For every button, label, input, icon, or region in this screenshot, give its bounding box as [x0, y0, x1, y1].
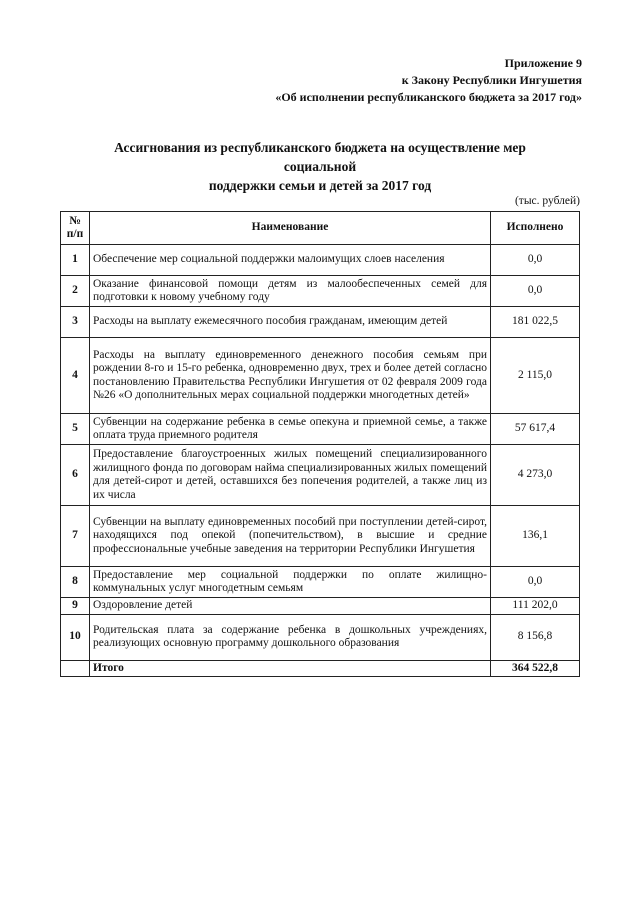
row-name: Предоставление мер социальной поддержки по оплате жилищно-коммунальных услуг многодетным семьям	[90, 567, 491, 598]
row-value: 136,1	[491, 506, 580, 567]
row-name: Субвенции на содержание ребенка в семье опекуна и приемной семье, а также оплата труда приемного родителя	[90, 414, 491, 445]
row-num: 10	[61, 614, 90, 660]
row-num: 2	[61, 276, 90, 307]
table-row	[61, 614, 580, 660]
appendix-law-title: «Об исполнении республиканского бюджета за 2017 год»	[275, 90, 582, 104]
table-row	[61, 598, 580, 615]
table-row	[61, 506, 580, 567]
row-num: 1	[61, 245, 90, 276]
row-value: 111 202,0	[491, 598, 580, 615]
row-num: 5	[61, 414, 90, 445]
unit-label: (тыс. рублей)	[514, 195, 580, 207]
row-num: 6	[61, 445, 90, 506]
table-row	[61, 307, 580, 338]
title-line-2: поддержки семьи и детей за 2017 год	[208, 178, 432, 193]
total-value: 364 522,8	[491, 660, 580, 677]
row-name: Предоставление благоустроенных жилых помещений специализированного жилищного фонда по договорам найма специализированных жилых помещений для детей-сирот и детей, оставшихся без попечения родителей, а также лиц из их числа	[90, 445, 491, 506]
row-num: 7	[61, 506, 90, 567]
title-line-1: Ассигнования из республиканского бюджета на осуществление мер социальной	[114, 140, 526, 174]
total-label: Итого	[90, 660, 491, 677]
row-name: Расходы на выплату ежемесячного пособия гражданам, имеющим детей	[90, 307, 491, 338]
row-value: 0,0	[491, 245, 580, 276]
row-name: Обеспечение мер социальной поддержки малоимущих слоев населения	[90, 245, 491, 276]
row-name: Родительская плата за содержание ребенка в дошкольных учреждениях, реализующих основную программу дошкольного образования	[90, 614, 491, 660]
table-row	[61, 445, 580, 506]
row-name: Расходы на выплату единовременного денежного пособия семьям при рождении 8-го и 15-го ребенка, одновременно двух, трех и более детей согласно постановлению Правительства Республики Ингушетия от 02 февраля 2009 года №26 «О дополнительных мерах социальной поддержки многодетных детей»	[90, 338, 491, 414]
header-value: Исполнено	[491, 212, 580, 245]
row-value: 0,0	[491, 567, 580, 598]
page-title	[80, 138, 560, 195]
row-name: Оздоровление детей	[90, 598, 491, 615]
row-name: Субвенции на выплату единовременных пособий при поступлении детей-сирот, находящихся под опекой (попечительством), в высшие и средние профессиональные учебные заведения на территории Республики Ингушетия	[90, 506, 491, 567]
appendix-header	[275, 55, 582, 106]
budget-table	[60, 211, 580, 677]
row-value: 0,0	[491, 276, 580, 307]
row-value: 57 617,4	[491, 414, 580, 445]
row-value: 8 156,8	[491, 614, 580, 660]
row-num: 3	[61, 307, 90, 338]
row-num: 9	[61, 598, 90, 615]
table-row	[61, 567, 580, 598]
row-num: 4	[61, 338, 90, 414]
total-num	[61, 660, 90, 677]
row-value: 181 022,5	[491, 307, 580, 338]
table-row	[61, 276, 580, 307]
total-row	[61, 660, 580, 677]
row-name: Оказание финансовой помощи детям из малообеспеченных семей для подготовки к новому учебному году	[90, 276, 491, 307]
row-value: 2 115,0	[491, 338, 580, 414]
table-row	[61, 414, 580, 445]
table-row	[61, 245, 580, 276]
table-row	[61, 338, 580, 414]
row-num: 8	[61, 567, 90, 598]
appendix-law: к Закону Республики Ингушетия	[401, 73, 582, 87]
appendix-number: Приложение 9	[504, 56, 582, 70]
header-name: Наименование	[90, 212, 491, 245]
header-num: № п/п	[61, 212, 90, 245]
row-value: 4 273,0	[491, 445, 580, 506]
table-header-row	[61, 212, 580, 245]
